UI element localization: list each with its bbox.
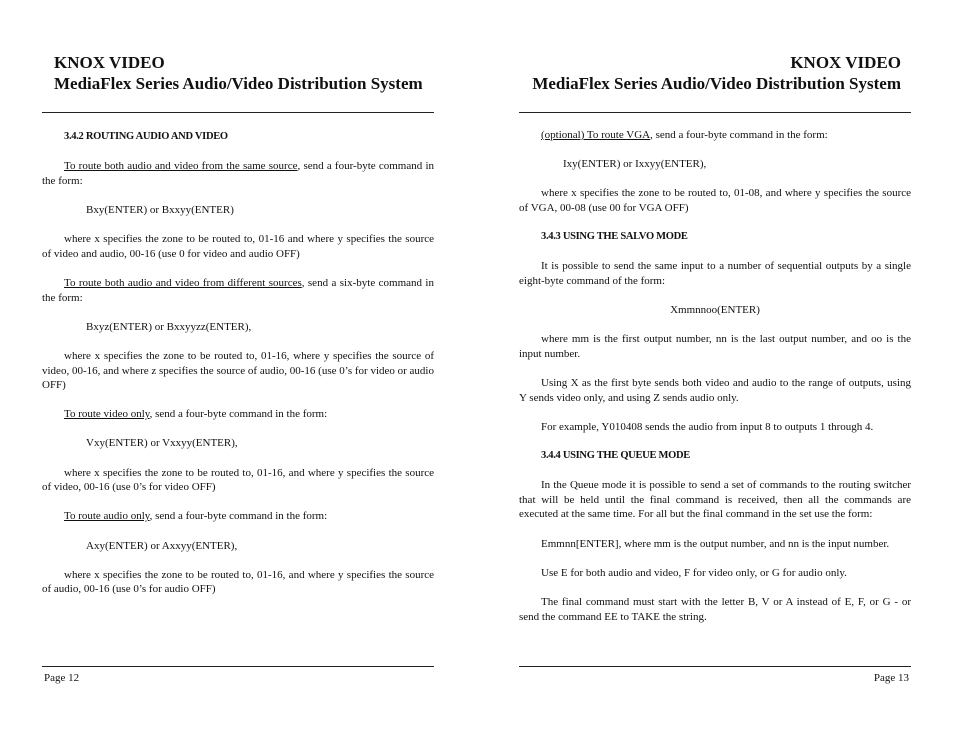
paragraph [519, 128, 911, 143]
paragraph: For example, Y010408 sends the audio from input 8 to outputs 1 through 4. [541, 420, 874, 433]
header-subtitle: MediaFlex Series Audio/Video Distribution System [54, 74, 423, 93]
command-example: Ixy(ENTER) or Ixxyy(ENTER), [563, 158, 707, 171]
command-example: Vxy(ENTER) or Vxxyy(ENTER), [86, 437, 238, 450]
paragraph: where x specifies the zone to be routed to, 01-16 and where y specifies the source of video and audio, 00-16 (use 0 for video and audio OFF) [42, 233, 434, 260]
paragraph: Using X as the first byte sends both video and audio to the range of outputs, using Y sends video only, and using Z sends audio only. [519, 377, 911, 404]
paragraph [42, 276, 434, 305]
paragraph: where x specifies the zone to be routed to, 01-16, and where y specifies the source of audio, 00-16 (use 0’s for audio OFF) [42, 568, 434, 596]
footer-divider [42, 666, 434, 667]
paragraph-text: , send a four-byte command in the form: [42, 160, 434, 187]
right-header [519, 52, 911, 94]
command-example: Xmmnnoo(ENTER) [670, 304, 760, 317]
command-example: Axy(ENTER) or Axxyy(ENTER), [86, 539, 238, 552]
underlined-phrase: To route video only [64, 408, 150, 421]
paragraph [42, 407, 434, 422]
right-page [519, 0, 911, 738]
paragraph-text: , send a four-byte command in the form: [650, 129, 828, 141]
paragraph: It is possible to send the same input to a number of sequential outputs by a single eight-byte command of the form: [519, 260, 911, 287]
paragraph: where x specifies the zone to be routed to, 01-16, and where y specifies the source of video, 00-16 (use 0’s for video OFF) [42, 466, 434, 494]
command-example: Bxy(ENTER) or Bxxyy(ENTER) [86, 203, 234, 216]
footer-divider [519, 666, 911, 667]
paragraph: Emmnn[ENTER], where mm is the output number, and nn is the input number. [541, 537, 890, 550]
paragraph [42, 509, 434, 524]
header-brand: KNOX VIDEO [54, 53, 165, 72]
page-number: Page 13 [873, 672, 909, 684]
page-number: Page 12 [44, 672, 80, 684]
underlined-phrase: (optional) To route [541, 129, 627, 141]
paragraph: In the Queue mode it is possible to send a set of commands to the routing switcher that will be held until the final command is received, then all the commands are executed at the same time. For all but the final command in the set use the form: [519, 479, 911, 521]
header-divider [519, 112, 911, 113]
paragraph-text: , send a six-byte command in the form: [42, 276, 434, 304]
section-heading: 3.4.2 ROUTING AUDIO AND VIDEO [64, 131, 228, 142]
command-example: Bxyz(ENTER) or Bxxyyzz(ENTER), [86, 320, 252, 333]
left-header [42, 52, 434, 94]
paragraph: where mm is the first output number, nn is the last output number, and oo is the input number. [519, 333, 911, 360]
underlined-phrase: To route audio only [64, 510, 150, 523]
underlined-phrase: To route both audio and video from different sources [64, 276, 302, 289]
left-page [42, 0, 434, 738]
paragraph: Use E for both audio and video, F for video only, or G for audio only. [541, 566, 847, 579]
underlined-phrase: VGA [626, 129, 651, 141]
header-divider [42, 112, 434, 113]
header-brand: KNOX VIDEO [790, 53, 901, 72]
right-content [519, 128, 911, 624]
paragraph-text: , send a four-byte command in the form: [149, 408, 328, 421]
underlined-phrase: To route both audio and video from the same source [64, 160, 298, 173]
left-content [42, 130, 434, 597]
section-heading: 3.4.4 USING THE QUEUE MODE [541, 450, 690, 462]
section-heading: 3.4.3 USING THE SALVO MODE [541, 231, 688, 243]
paragraph: The final command must start with the letter B, V or A instead of E, F, or G - or send the command EE to TAKE the string. [519, 596, 911, 623]
header-subtitle: MediaFlex Series Audio/Video Distribution System [532, 74, 901, 93]
paragraph [42, 159, 434, 188]
paragraph-text: , send a four-byte command in the form: [149, 510, 328, 523]
paragraph: where x specifies the zone to be routed to, 01-08, and where y specifies the source of VGA, 00-08 (use 00 for VGA OFF) [519, 187, 911, 214]
paragraph: where x specifies the zone to be routed to, 01-16, where y specifies the source of video, 00-16, and where z specifies the source of audio, 00-16 (use 0’s for video or audio OFF) [42, 349, 434, 392]
